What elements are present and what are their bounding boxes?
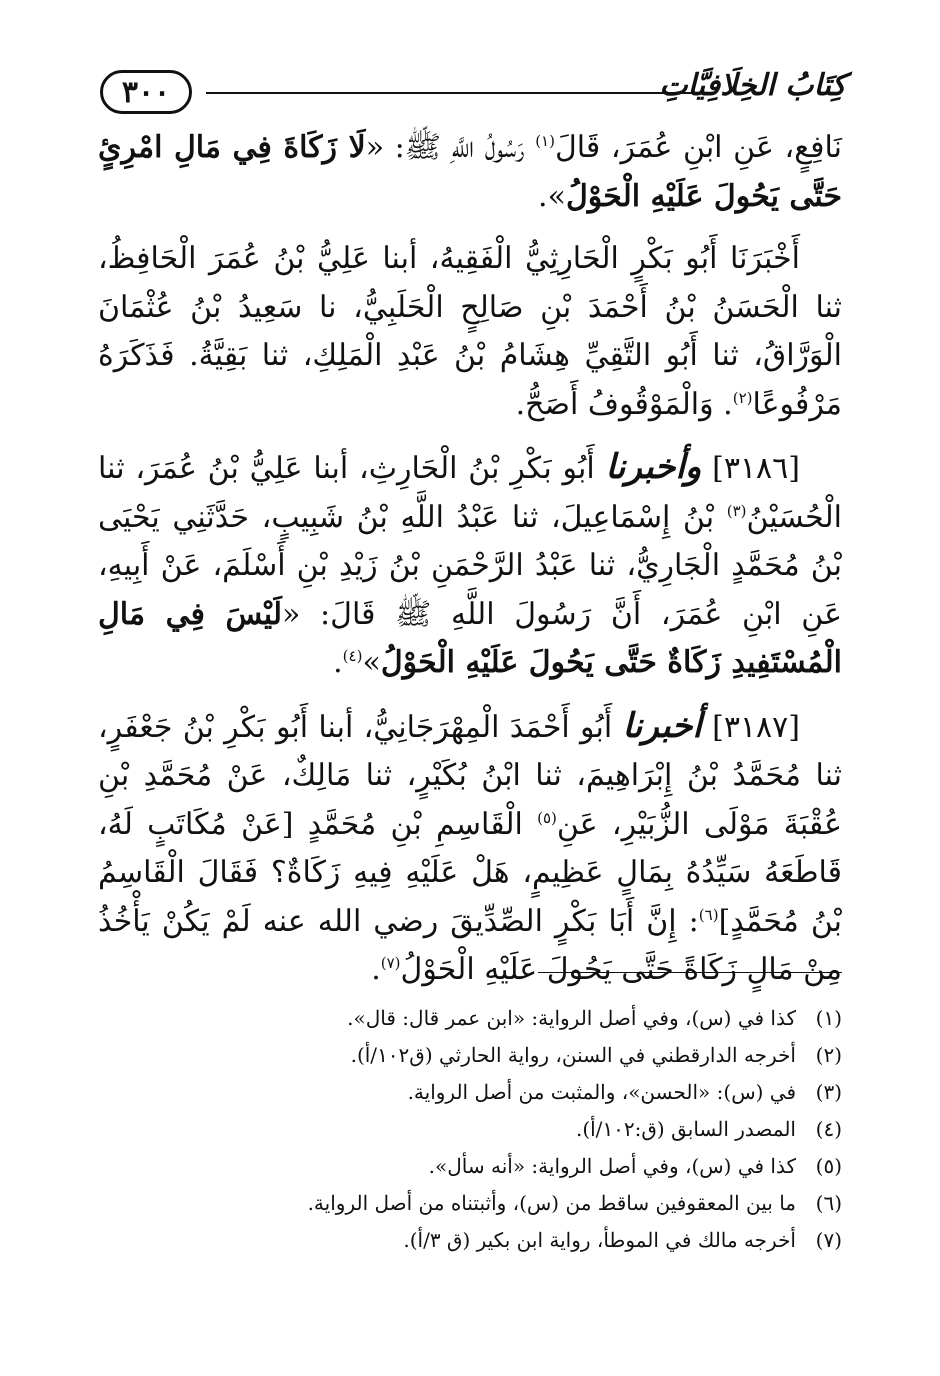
header-rule [206, 92, 696, 94]
footnote-text: كذا في (س)، وفي أصل الرواية: «ابن عمر قال: قال». [347, 1006, 796, 1030]
footnote-item [98, 1000, 842, 1037]
footnote-number: (٥) [815, 1154, 842, 1178]
text-span: . وَالْمَوْقُوفُ أَصَحُّ. [515, 386, 733, 422]
text-span: بْنُ إِسْمَاعِيلَ، ثنا عَبْدُ اللَّهِ بْنُ شَبِيبٍ، حَدَّثَنِي يَحْيَى بْنُ مُحَمَّدٍ الْجَارِيُّ، ثنا عَبْدُ الرَّحْمَنِ بْنُ زَيْدِ بْنِ أَسْلَمَ، عَنْ أَبِيهِ، عَنِ ابْنِ عُمَرَ، أَنَّ رَسُولَ اللَّهِ ﷺ قَالَ: « [98, 499, 842, 632]
running-header [100, 62, 846, 122]
page-number: ٣٠٠ [121, 74, 171, 110]
keyword-akhbarana: وأخبرنا [605, 447, 702, 487]
footnote-number: (٢) [815, 1043, 842, 1067]
keyword-akhbarana: أخبرنا [622, 705, 702, 746]
text-span: » [362, 645, 381, 680]
footnote-rule [538, 972, 842, 973]
footnote-ref-2: (٢) [732, 388, 753, 407]
hadith-number: [٣١٨٦] [712, 451, 800, 486]
footnote-number: (٧) [815, 1228, 842, 1252]
book-title: كِتَابُ الخِلَافِيَّاتِ [659, 68, 846, 103]
footnote-item [98, 1185, 842, 1222]
footnote-text: أخرجه الدارقطني في السنن، رواية الحارثي (ق١٠٢/أ). [350, 1043, 796, 1067]
footnote-item [98, 1111, 842, 1148]
hadith-text: لَيْسَ فِي مَالِ الْمُسْتَفِيدِ زَكَاةٌ حَتَّى يَحُولَ عَلَيْهِ الْحَوْلُ [98, 596, 842, 680]
footnote-number: (٣) [815, 1080, 842, 1104]
footnote-number: (٤) [815, 1117, 842, 1141]
text-span: الْقَاسِمِ بْنِ مُحَمَّدٍ [عَنْ مُكَاتَبٍ لَهُ، قَاطَعَهُ سَيِّدُهُ بِمَالٍ عَظِيمٍ، هَلْ عَلَيْهِ فِيهِ زَكَاةٌ؟ فَقَالَ الْقَاسِمُ بْنُ مُحَمَّدٍ] [98, 806, 843, 939]
paragraph-2 [98, 235, 842, 429]
text-span: ». [538, 178, 566, 214]
text-span: أَبُو بَكْرِ بْنُ الْحَارِثِ، أبنا عَلِيُّ بْنُ عُمَرَ، ثنا الْحُسَيْنُ [98, 451, 842, 535]
paragraph-1 [98, 124, 842, 221]
hadith-3187 [98, 702, 842, 995]
footnote-number: (١) [815, 1006, 842, 1030]
text-span: نَافِعٍ، عَنِ ابْنِ عُمَرَ، قَالَ [554, 130, 842, 165]
footnote-text: المصدر السابق (ق:١٠٢/أ). [575, 1117, 796, 1141]
text-span: أَبُو أَحْمَدَ الْمِهْرَجَانِيُّ، أبنا أَبُو بَكْرِ بْنُ جَعْفَرٍ، ثنا مُحَمَّدُ بْنُ إِبْرَاهِيمَ، ثنا ابْنُ بُكَيْرٍ، ثنا مَالِكٌ، عَنْ مُحَمَّدِ بْنِ عُقْبَةَ مَوْلَى الزُّبَيْرِ، عَنِ [98, 709, 842, 842]
main-text [98, 124, 842, 1009]
footnote-item [98, 1148, 842, 1185]
hadith-number: [٣١٨٧] [712, 709, 800, 745]
footnote-ref-3: (٣) [726, 501, 747, 520]
footnote-text: كذا في (س)، وفي أصل الرواية: «أنه سأل». [428, 1154, 796, 1178]
text-span: أَخْبَرَنَا أَبُو بَكْرٍ الْحَارِثِيُّ الْفَقِيهُ، أبنا عَلِيُّ بْنُ عُمَرَ الْحَافِظُ، ثنا الْحَسَنُ بْنُ أَحْمَدَ بْنِ صَالِحٍ الْحَلَبِيُّ، نا سَعِيدُ بْنُ عُثْمَانَ الْوَرَّاقُ، ثنا أَبُو التَّقِيِّ هِشَامُ بْنُ عَبْدِ الْمَلِكِ، ثنا بَقِيَّةُ. فَذَكَرَهُ مَرْفُوعًا [98, 241, 842, 422]
footnotes [98, 1000, 842, 1259]
page-number-frame [100, 70, 192, 114]
text-span: رَسُولُ اللَّهِ ﷺ: « [365, 130, 536, 165]
footnote-text: ما بين المعقوفين ساقط من (س)، وأثبتناه من أصل الرواية. [307, 1191, 796, 1215]
footnote-text: في (س): «الحسن»، والمثبت من أصل الرواية. [407, 1080, 796, 1104]
footnote-ref-5: (٥) [537, 808, 557, 827]
text-span: . [371, 952, 381, 987]
footnote-ref-1: (١) [535, 132, 555, 150]
footnote-ref-7: (٧) [380, 954, 401, 972]
footnote-item [98, 1222, 842, 1259]
footnote-item [98, 1074, 842, 1111]
footnote-item [98, 1037, 842, 1074]
text-span: : إِنَّ أَبَا بَكْرٍ الصِّدِّيقَ رضي الله عنه لَمْ يَكُنْ يَأْخُذُ مِنْ مَالٍ زَكَاةً حَتَّى يَحُولَ عَلَيْهِ الْحَوْلُ [98, 903, 842, 987]
footnote-text: أخرجه مالك في الموطأ، رواية ابن بكير (ق ٣/أ). [403, 1228, 796, 1252]
footnote-ref-4: (٤) [342, 647, 363, 665]
footnote-number: (٦) [815, 1191, 842, 1215]
footnote-ref-6: (٦) [698, 905, 719, 924]
hadith-3186 [98, 443, 842, 688]
text-span: . [333, 645, 343, 680]
hadith-text: لَا زَكَاةَ فِي مَالِ امْرِئٍ حَتَّى يَحُولَ عَلَيْهِ الْحَوْلُ [98, 130, 842, 214]
